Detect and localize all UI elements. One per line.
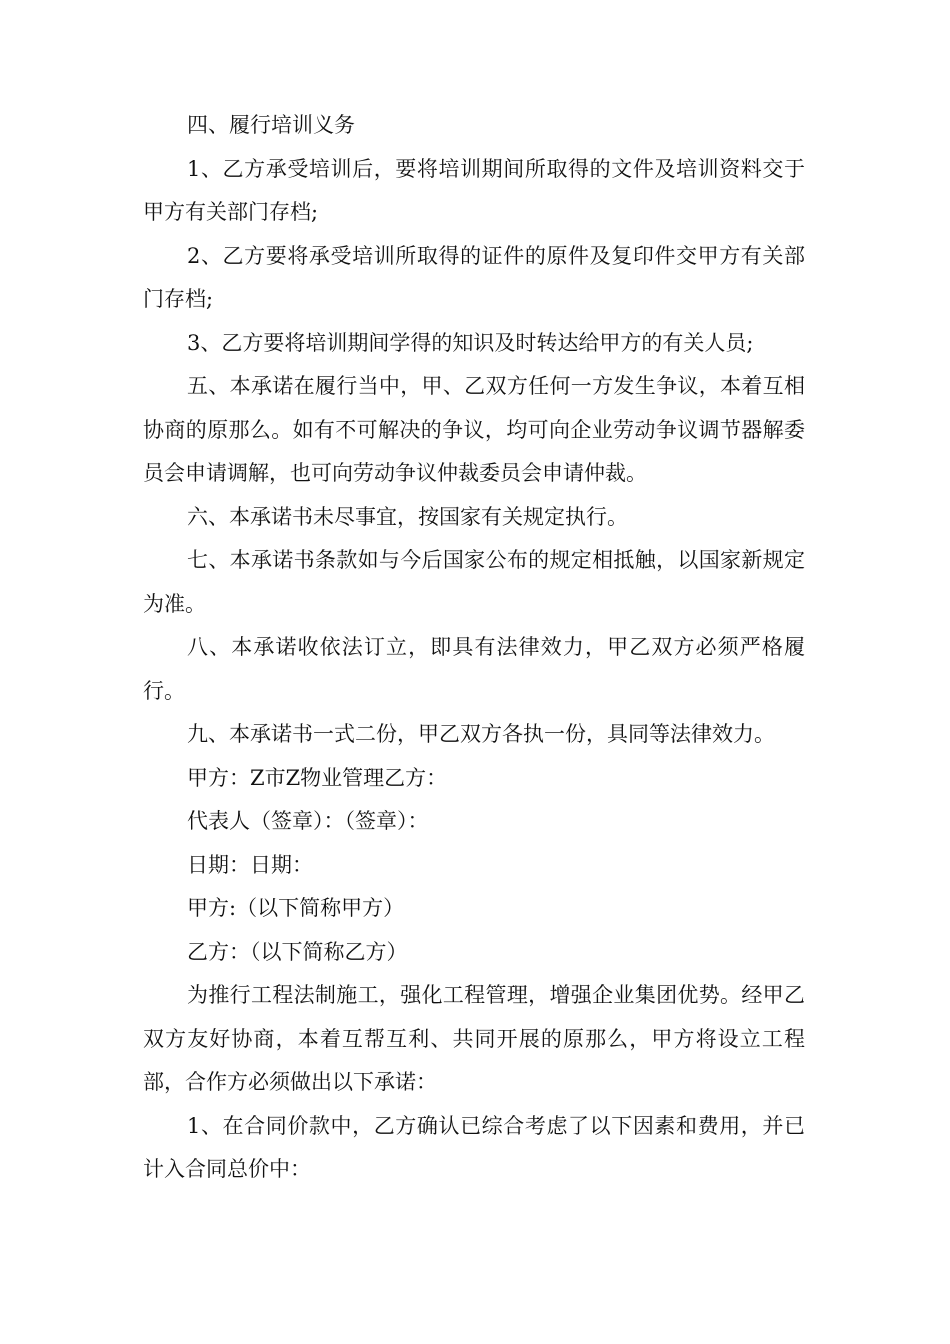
section-heading-four: 四、履行培训义务 bbox=[187, 113, 355, 137]
section-eight: 八、本承诺收依法订立，即具有法律效力，甲乙双方必须严格履行。 bbox=[143, 635, 805, 703]
preamble-paragraph: 为推行工程法制施工，强化工程管理，增强企业集团优势。经甲乙双方友好协商，本着互帮互利、共同开展的原那么，甲方将设立工程部，合作方必须做出以下承诺： bbox=[143, 983, 805, 1094]
clause-4-1: 1、乙方承受培训后，要将培训期间所取得的文件及培训资料交于甲方有关部门存档; bbox=[143, 156, 805, 224]
clause-4-2: 2、乙方要将承受培训所取得的证件的原件及复印件交甲方有关部门存档; bbox=[143, 243, 805, 311]
section-six: 六、本承诺书未尽事宜，按国家有关规定执行。 bbox=[187, 504, 628, 529]
section-five: 五、本承诺在履行当中，甲、乙双方任何一方发生争议，本着互相协商的原那么。如有不可解决的争议，均可向企业劳动争议调节器解委员会申请调解，也可向劳动争议仲裁委员会申请仲裁。 bbox=[143, 374, 805, 485]
clause-1-contract-price: 1、在合同价款中，乙方确认已综合考虑了以下因素和费用，并已计入合同总价中： bbox=[143, 1113, 805, 1181]
section-seven: 七、本承诺书条款如与今后国家公布的规定相抵触，以国家新规定为准。 bbox=[143, 548, 805, 616]
signature-representatives: 代表人（签章）：（签章）： bbox=[187, 809, 429, 833]
signature-dates: 日期：日期： bbox=[187, 852, 313, 877]
document-body bbox=[143, 104, 805, 1192]
clause-4-3: 3、乙方要将培训期间学得的知识及时转达给甲方的有关人员; bbox=[187, 330, 754, 355]
party-b-definition: 乙方：（以下简称乙方） bbox=[187, 939, 408, 964]
party-a-definition: 甲方:（以下简称甲方） bbox=[187, 896, 405, 920]
section-nine: 九、本承诺书一式二份，甲乙双方各执一份，具同等法律效力。 bbox=[187, 722, 775, 746]
signature-parties: 甲方：Z市Z物业管理乙方： bbox=[187, 765, 448, 790]
